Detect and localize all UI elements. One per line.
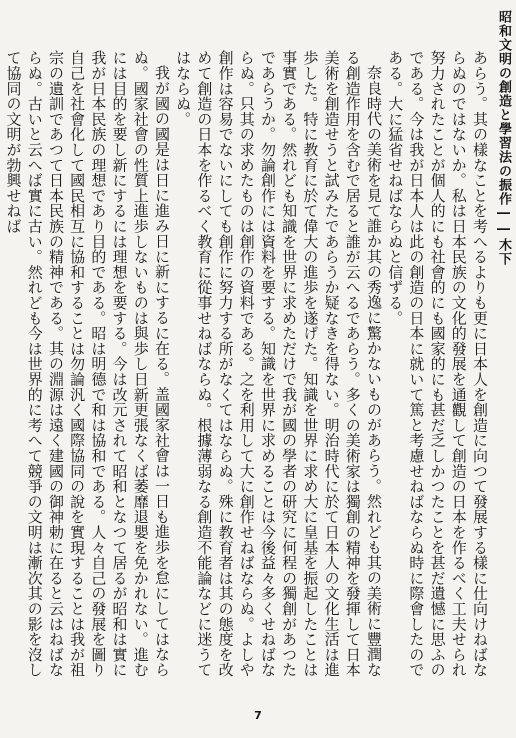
- running-head: 昭和文明の創造と學習法の振作――木下: [496, 10, 511, 266]
- paragraph: あらう。其の樣なことを考へるよりも更に日本人を創造に向つて發展する樣に仕向けねばならぬのではないか。私は日本民族の文化的發展を通觀して創造の日本を作るべく工夫せられ努力されたことが個人的にも社會的にも國家的にも甚だ乏しかつたことを甚だ遺憾に思ふのである。今は我が日本人は此の創造の日本に就いて篤と考慮せねばならぬ時に際會したのである。大に猛省せねばならぬと信ずる。: [386, 50, 489, 678]
- paragraph: 奈良時代の美術を見て誰か其の秀逸に驚かないものがあらう。然れども其の美術に豐潤なる創造作用を含むで居ると誰が云へるであらう。多くの美術家は獨創の精神を發揮して日本美術を創造せうと試みたであらうか疑なきを得ない。明治時代に於て日本人の文化生活は進歩した。特に教育に於て偉大の進歩を遂げた。知識を世界に求め大に皇基を振起したことは事實である。然れども知識を世界に求めただけで我が國の學者の研究に何程の獨創があつたであらうか。勿論創作には資料を要する。知識を世界に求めることは今後益々多くせねばならぬ。只其の求めたものは創作の資料である。之を利用して大に創作せねばならぬ。よしや創作は容易でないにしても創作に努力する所がなくてはならぬ。殊に教育者は其の態度を改めて創造の日本を作るべく教育に從事せねばならぬ。根據薄弱なる創造不能論などに迷うてはならぬ。: [174, 50, 383, 678]
- paragraph: 我が國の國是は日に進み日に新にするに在る。盖國家社會は一日も進歩を怠にしてはならぬ。國家社會の性質上進歩しないものは與歩し日新更張なくば萎靡退嬰を免かれない。進むには目的を要し新にするには理想を要する。今は改元されて昭和となつて居るが昭和は實に我が日本民族の理想であり目的である。昭は明德で和は協和である。人々自己の發展を圖り自己を社會化して國民相互に協和することは勿論汎く國際協同の說を實現することは我が祖宗の遺訓であつて日本民族の精神である。其の淵源は遠く建國の御神勅に在ると云はねばならぬ。古いと云へば實に古い。然れども今は世界的に考へて競爭の文明は漸次其の影を沒して協同の文明が勃興せねば: [4, 50, 171, 678]
- page-number: 7: [254, 709, 262, 722]
- body-text: [4, 50, 490, 690]
